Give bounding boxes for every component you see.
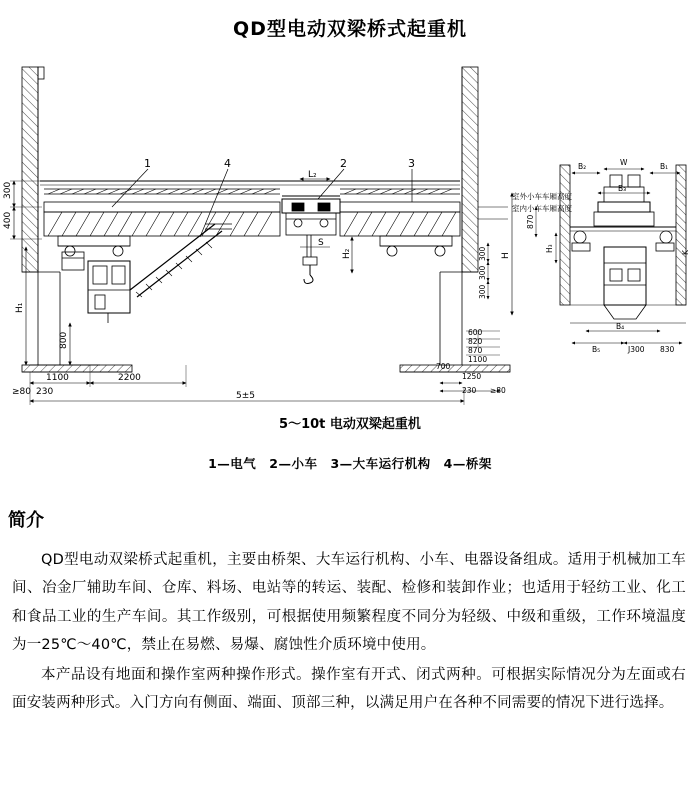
dim-2200: 2200 [118,373,141,383]
dim-300-a: 300 [478,246,487,261]
dim-300-b: 300 [478,265,487,280]
dim-870-right: 870 [526,214,535,229]
figure-legend: 1—电气 2—小车 3—大车运行机构 4—桥架 [208,456,492,471]
dim-800: 800 [59,331,69,349]
dim-300-left: 300 [3,181,13,199]
dim-870: 870 [468,346,483,355]
page-title: QD型电动双梁桥式起重机 [233,18,467,40]
dim-b4: B₄ [616,322,625,331]
dim-830: 830 [660,345,675,354]
dim-h2: H₂ [342,248,352,259]
figure-caption: 5～10t 电动双梁起重机 [279,417,421,432]
dim-300-c: 300 [478,284,487,299]
dim-w: W [620,158,628,167]
crane-technical-drawing [0,47,700,407]
dim-b3: B₃ [618,184,627,193]
intro-paragraph-1: QD型电动双梁桥式起重机，主要由桥架、大车运行机构、小车、电器设备组成。适用于机械加工车间、冶金厂辅助车间、仓库、料场、电站等的转运、装配、检修和装卸作业；也适用于轻纺工业、化工和食品工业的生产车间。其工作级别，可根据使用频繁程度不同分为轻级、中级和重级，工作环境温度为一25℃～40℃，禁止在易燃、易爆、腐蚀性介质环境中使用。 [12,552,686,653]
callout-3: 3 [408,157,415,170]
dim-span: 5±5 [236,391,255,401]
dim-1250: 1250 [462,372,482,381]
dim-400-left: 400 [3,211,13,229]
dim-1100: 1100 [46,373,69,383]
dim-230-right: 230 [462,386,477,395]
callout-4: 4 [224,157,231,170]
dim-k: K [681,250,690,255]
crane-drawing-svg [0,47,700,407]
callout-1: 1 [144,157,151,170]
dim-1100: 1100 [468,355,488,364]
note-outdoor-cab-height: 室外小车车厢高度 [512,192,572,201]
dim-820: 820 [468,337,483,346]
dim-b1: B₁ [660,162,669,171]
note-indoor-cab-height: 室内小车车厢高度 [512,204,572,213]
dim-600: 600 [468,328,483,337]
dim-230-left: 230 [36,387,54,397]
dim-l2: L₂ [308,170,317,180]
callout-2: 2 [340,157,347,170]
intro-body [12,546,686,718]
dim-700: 700 [436,362,451,371]
intro-paragraph-2: 本产品设有地面和操作室两种操作形式。操作室有开式、闭式两种。可根据实际情况分为左面或右面安装两种形式。入门方向有侧面、端面、顶部三种，以满足用户在各种不同需要的情况下进行选择。 [12,667,686,712]
dim-h3: H₃ [545,244,554,253]
section-heading-intro: 简介 [8,510,44,531]
dim-h1: H₁ [15,302,25,313]
dim-s: S [318,238,324,248]
dim-ge80-right: ≥80 [490,386,506,395]
dim-b2: B₂ [578,162,587,171]
dim-j300: J300 [628,345,645,354]
dim-h-right: H [501,252,511,259]
dim-ge80-left: ≥80 [12,387,31,397]
dim-b5: B₅ [592,345,601,354]
